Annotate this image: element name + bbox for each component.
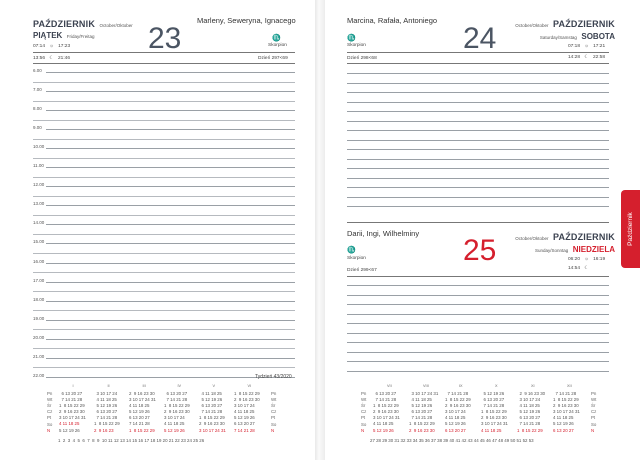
calendar-week-row: 4 11 18 25 [94,397,117,403]
note-line[interactable] [347,304,609,305]
day-number: 23 [148,22,182,55]
weekday-label: So [361,421,367,427]
note-line[interactable] [347,130,609,131]
hour-label: 7.00 [33,87,42,93]
note-line[interactable] [347,333,609,334]
sunday-top-divider [347,222,609,223]
half-hour-line[interactable] [33,101,295,102]
moonrise-saturday: 14:28 [568,55,581,60]
calendar-week-row: 5 12 19 26 [373,427,394,433]
calendar-week-row: 1 8 15 22 29 [234,391,260,396]
calendar-week-row: 6 13 20 27 [409,409,433,415]
note-line[interactable] [347,342,609,343]
half-hour-line[interactable] [33,234,295,235]
month-days [373,391,400,434]
day-of-year-sunday: Dzień 299<67 [347,268,377,273]
day-name-sub-sunday: Sunday/Sonntag [535,248,569,253]
sun-icon-saturday: ☼ [584,44,589,49]
month-heading: VII [387,384,392,388]
month-days [409,391,438,434]
day-of-year-saturday: Dzień 298<68 [347,56,377,61]
calendar-week-row: 3 10 17 24 [234,403,255,409]
half-hour-line[interactable] [33,177,295,178]
calendar-week-row: 6 13 20 27 [553,427,574,433]
month-tab-label: Październik [627,212,634,246]
weekday-label: So [271,421,277,427]
month-days [553,391,580,434]
calendar-week-row: 7 14 21 28 [234,427,255,433]
calendar-week-row: 2 9 16 23 30 [481,415,507,421]
weekday-label: N [361,427,365,433]
hour-line[interactable] [46,358,295,359]
calendar-week-row: 6 13 20 27 [59,391,83,396]
weekday-label: N [591,427,595,433]
note-line[interactable] [347,121,609,122]
calendar-week-row: 2 9 16 23 30 [445,403,471,409]
month-days [481,391,508,434]
hour-label: 22.00 [33,372,45,378]
month-heading: VIII [423,384,429,388]
note-line[interactable] [347,314,609,315]
calendar-week-row: 4 11 18 25 [517,403,540,409]
note-line[interactable] [347,168,609,169]
hour-line[interactable] [46,282,295,283]
hour-line[interactable] [46,263,295,264]
hour-line[interactable] [46,243,295,244]
sunset-saturday: 17:21 [593,44,606,49]
half-hour-line[interactable] [33,272,295,273]
calendar-week-row: 4 11 18 25 [129,403,150,409]
hour-line[interactable] [46,148,295,149]
calendar-week-row: 6 13 20 27 [517,415,541,421]
half-hour-line[interactable] [33,367,295,368]
header-divider-saturday [347,52,609,53]
scorpio-icon-saturday: ♏ [347,35,356,42]
calendar-week-row: 5 12 19 26 [234,415,255,421]
half-hour-line[interactable] [33,82,295,83]
weekday-label: Śr [47,403,52,409]
hour-line[interactable] [46,205,295,206]
hour-label: 12.00 [33,182,45,188]
note-line[interactable] [347,92,609,93]
calendar-week-row: 1 8 15 22 29 [481,409,507,415]
weekday-label: Pn [591,391,597,396]
note-line[interactable] [347,102,609,103]
calendar-week-row: 2 9 16 23 30 [409,427,435,433]
hour-line[interactable] [46,167,295,168]
hour-line[interactable] [46,129,295,130]
calendar-week-row: 7 14 21 28 [553,391,577,396]
weekday-label: N [47,427,51,433]
scorpio-icon-sunday: ♏ [347,247,356,254]
weekday-label: Pt [591,415,596,421]
weekday-label: Cz [361,409,367,415]
calendar-week-row: 1 8 15 22 29 [553,397,579,403]
weekday-label: Pt [47,415,52,421]
month-days [199,391,226,434]
hour-label: 8.00 [33,106,42,112]
calendar-week-row: 5 12 19 26 [409,403,433,409]
calendar-week-row: 7 14 21 28 [59,397,83,403]
month-sub-label: October/Oktober [99,23,133,28]
calendar-week-row: 3 10 17 24 [445,409,466,415]
month-heading: V [212,384,216,388]
calendar-week-row: 2 9 16 23 30 [373,409,399,415]
day-name-saturday: SOBOTA [581,32,615,41]
calendar-week-row: 5 12 19 26 [164,427,185,433]
sunrise-sunday: 06:20 [568,257,581,262]
mini-calendar-h1 [47,383,297,443]
month-heading: IV [177,384,182,388]
half-hour-line[interactable] [33,253,295,254]
calendar-week-row: 2 9 16 23 30 [553,403,579,409]
month-days [129,391,156,434]
hour-label: 16.00 [33,258,45,264]
header-divider-bottom [33,63,295,64]
calendar-week-row: 2 9 16 23 30 [517,391,546,396]
hour-line[interactable] [46,339,295,340]
calendar-week-row: 7 14 21 28 [94,415,118,421]
weekday-label: N [271,427,275,433]
half-hour-line[interactable] [33,291,295,292]
calendar-week-row: 4 11 18 25 [481,427,502,433]
day-number-sunday: 25 [463,234,497,267]
calendar-week-row: 1 8 15 22 29 [59,403,85,409]
note-line[interactable] [347,371,609,372]
day-name: PIĄTEK [33,31,63,40]
month-heading: I [72,384,74,388]
hour-line[interactable] [46,110,295,111]
month-sub-sunday: October/Oktober [515,236,549,241]
month-sunday: PAŹDZIERNIK [552,232,615,242]
hour-label: 20.00 [33,334,45,340]
hour-label: 9.00 [33,125,42,131]
note-line[interactable] [347,83,609,84]
sunrise-saturday: 07:18 [568,44,581,49]
note-line[interactable] [347,206,609,207]
hour-line[interactable] [46,72,295,73]
hour-label: 10.00 [33,144,45,150]
calendar-week-row: 4 11 18 25 [553,415,574,421]
half-hour-line[interactable] [33,158,295,159]
calendar-week-row: 3 10 17 24 [164,415,185,421]
calendar-week-row: 5 12 19 26 [94,403,118,409]
calendar-week-row: 4 11 18 25 [373,421,394,427]
note-line[interactable] [347,111,609,112]
day-name-sub-saturday: Saturday/Samstag [539,35,577,40]
calendar-week-row: 7 14 21 28 [199,409,223,415]
half-hour-line[interactable] [33,139,295,140]
weekday-label: Pt [271,415,276,421]
calendar-week-row: 3 10 17 24 [517,397,541,403]
month-heading: VI [247,384,252,388]
calendar-week-row: 1 8 15 22 29 [409,421,435,427]
calendar-week-row: 3 10 17 24 31 [409,391,439,396]
calendar-week-row: 3 10 17 24 [94,391,118,396]
calendar-week-row: 4 11 18 25 [234,409,255,415]
zodiac-sign: Skorpion [268,43,287,48]
right-page-weekend [325,0,622,460]
calendar-week-row: 6 13 20 27 [199,403,223,409]
sun-icon-sunday: ☼ [584,257,589,262]
week-numbers: 1 2 3 4 5 6 7 8 9 10 11 12 13 14 15 16 17 18 19 20 21 22 23 24 25 26 [58,438,205,443]
moonrise-sunday: 14:54 [568,266,581,271]
month-heading: XII [567,384,572,388]
moonset-time: 21:46 [58,56,71,61]
sunset-sunday: 16:19 [593,257,606,262]
calendar-week-row: 7 14 21 28 [373,397,397,403]
calendar-week-row: 1 8 15 22 29 [199,415,225,421]
calendar-week-row: 1 8 15 22 29 [129,427,155,433]
month-label: PAŹDZIERNIK [33,19,96,29]
note-line[interactable] [347,323,609,324]
calendar-week-row: 1 8 15 22 29 [445,397,471,403]
weekday-label: Pn [361,391,367,396]
header-divider-saturday-bottom [347,63,609,64]
calendar-week-row: 7 14 21 28 [517,421,541,427]
calendar-week-row: 6 13 20 27 [373,391,397,396]
calendar-week-row: 5 12 19 26 [481,391,505,396]
month-days [445,391,471,434]
calendar-week-row: 2 9 16 23 30 [234,397,260,403]
note-line[interactable] [347,159,609,160]
calendar-week-row: 7 14 21 28 [481,403,505,409]
calendar-week-row: 5 12 19 26 [553,421,574,427]
name-days: Marleny, Seweryna, Ignacego [197,16,296,25]
hour-line[interactable] [46,301,295,302]
month-heading: X [495,384,498,388]
calendar-week-row: 6 13 20 27 [445,427,466,433]
note-line[interactable] [347,197,609,198]
note-line[interactable] [347,140,609,141]
month-heading: IX [459,384,463,388]
calendar-week-row: 3 10 17 24 31 [199,427,226,433]
calendar-week-row: 2 9 16 23 30 [164,409,190,415]
hour-label: 11.00 [33,163,44,169]
note-line[interactable] [347,352,609,353]
hour-line[interactable] [46,224,295,225]
month-heading: II [107,384,110,388]
half-hour-line[interactable] [33,196,295,197]
calendar-week-row: 4 11 18 25 [164,421,185,427]
calendar-week-row: 3 10 17 24 31 [553,409,580,415]
scorpio-icon: ♏ [272,35,281,42]
weekday-label: Wt [361,397,367,403]
calendar-week-row: 6 13 20 27 [234,421,255,427]
calendar-week-row: 4 11 18 25 [199,391,222,396]
week-label: Tydzień 43/2020 [255,374,292,380]
weekday-label: Cz [271,409,277,415]
calendar-week-row: 4 11 18 25 [409,397,432,403]
calendar-week-row: 1 8 15 22 29 [164,403,190,409]
weekday-label: Pt [361,415,366,421]
calendar-week-row: 3 10 17 24 31 [373,415,400,421]
half-hour-line[interactable] [33,310,295,311]
weekday-label: Wt [591,397,597,403]
hour-label: 15.00 [33,239,45,245]
calendar-week-row: 6 13 20 27 [94,409,118,415]
hour-label: 21.00 [33,353,45,359]
calendar-week-row: 5 12 19 26 [59,427,80,433]
calendar-week-row: 7 14 21 28 [445,391,469,396]
day-of-year: Dzień 297<69 [258,56,288,61]
moonrise-time: 13:56 [33,56,46,61]
weekday-label: Cz [591,409,597,415]
month-days [164,391,190,434]
moonset-saturday: 22:58 [593,55,606,60]
calendar-week-row: 3 10 17 24 31 [59,415,86,421]
note-line[interactable] [347,187,609,188]
hour-label: 14.00 [33,220,45,226]
hour-line[interactable] [46,320,295,321]
note-line[interactable] [347,178,609,179]
left-page-friday [0,0,315,460]
name-days-sunday: Darii, Ingi, Wilhelminy [347,229,420,238]
name-days-saturday: Marcina, Rafała, Antoniego [347,16,438,25]
calendar-week-row: 5 12 19 26 [129,409,150,415]
moon-icon-saturday: ☾ [584,55,589,60]
calendar-week-row: 5 12 19 26 [445,421,466,427]
note-line[interactable] [347,149,609,150]
calendar-week-row: 7 14 21 28 [129,421,150,427]
calendar-week-row: 2 9 16 23 30 [199,421,225,427]
weekday-label: Wt [47,397,53,403]
calendar-week-row: 6 13 20 27 [129,415,150,421]
calendar-week-row: 4 11 18 25 [445,415,466,421]
weekday-label: Wt [271,397,277,403]
calendar-week-row: 6 13 20 27 [481,397,505,403]
hour-label: 18.00 [33,296,45,302]
weekday-label: Cz [47,409,53,415]
weekday-label: Pn [271,391,277,396]
hour-line[interactable] [46,91,295,92]
sun-icon: ☼ [49,44,54,49]
hour-line[interactable] [46,186,295,187]
zodiac-sign-sunday: Skorpion [347,256,366,261]
book-spine [315,0,325,460]
note-line[interactable] [347,295,609,296]
hour-label: 19.00 [33,315,45,321]
month-tab[interactable] [621,190,640,268]
sunset-time: 17:23 [58,44,71,49]
day-name-sunday: NIEDZIELA [572,245,615,254]
weekday-label: Śr [361,403,366,409]
week-numbers-h2: 27 28 29 30 31 32 33 34 35 36 37 38 39 40 41 42 43 44 45 46 47 48 49 50 51 52 53 [370,438,534,443]
calendar-week-row: 2 9 16 23 30 [129,391,155,396]
month-days [94,391,120,434]
weekday-label: Pn [47,391,53,396]
hour-label: 13.00 [33,201,45,207]
month-sub-saturday: October/Oktober [515,23,549,28]
hour-label: 17.00 [33,277,45,283]
sunrise-time: 07:14 [33,44,46,49]
calendar-week-row: 1 8 15 22 29 [373,403,399,409]
weekday-label: Śr [271,403,276,409]
month-days [517,391,545,434]
hour-label: 6.00 [33,68,42,73]
moon-icon-sunday: ☾ [584,266,589,271]
zodiac-sign-saturday: Skorpion [347,43,366,48]
half-hour-line[interactable] [33,120,295,121]
weekday-label: So [591,421,597,427]
header-divider [33,52,295,53]
moon-icon: ☾ [49,56,54,61]
weekday-label: So [47,421,53,427]
half-hour-line[interactable] [33,348,295,349]
note-line[interactable] [347,361,609,362]
day-number-saturday: 24 [463,22,497,55]
calendar-week-row: 7 14 21 28 [164,397,188,403]
calendar-week-row: 2 9 16 23 30 [59,409,85,415]
calendar-week-row: 4 11 18 25 [59,421,80,427]
calendar-week-row: 6 13 20 27 [164,391,188,396]
calendar-week-row: 5 12 19 26 [199,397,223,403]
calendar-week-row: 3 10 17 24 31 [129,397,156,403]
month-heading: XI [531,384,535,388]
calendar-week-row: 3 10 17 24 31 [481,421,508,427]
month-saturday: PAŹDZIERNIK [552,19,615,29]
month-days [234,391,260,434]
calendar-week-row: 2 9 16 23 [94,427,114,433]
calendar-week-row: 7 14 21 28 [409,415,433,421]
header-divider-sunday [347,276,609,277]
half-hour-line[interactable] [33,329,295,330]
weekday-label: Śr [591,403,596,409]
mini-calendar-h2 [361,383,619,443]
calendar-week-row: 1 8 15 22 29 [94,421,120,427]
month-days [59,391,86,434]
calendar-week-row: 1 8 15 22 29 [517,427,543,433]
day-name-sub: Friday/Freitag [66,34,95,39]
note-line[interactable] [347,73,609,74]
month-heading: III [142,384,146,388]
half-hour-line[interactable] [33,215,295,216]
calendar-week-row: 5 12 19 26 [517,409,541,415]
note-line[interactable] [347,285,609,286]
